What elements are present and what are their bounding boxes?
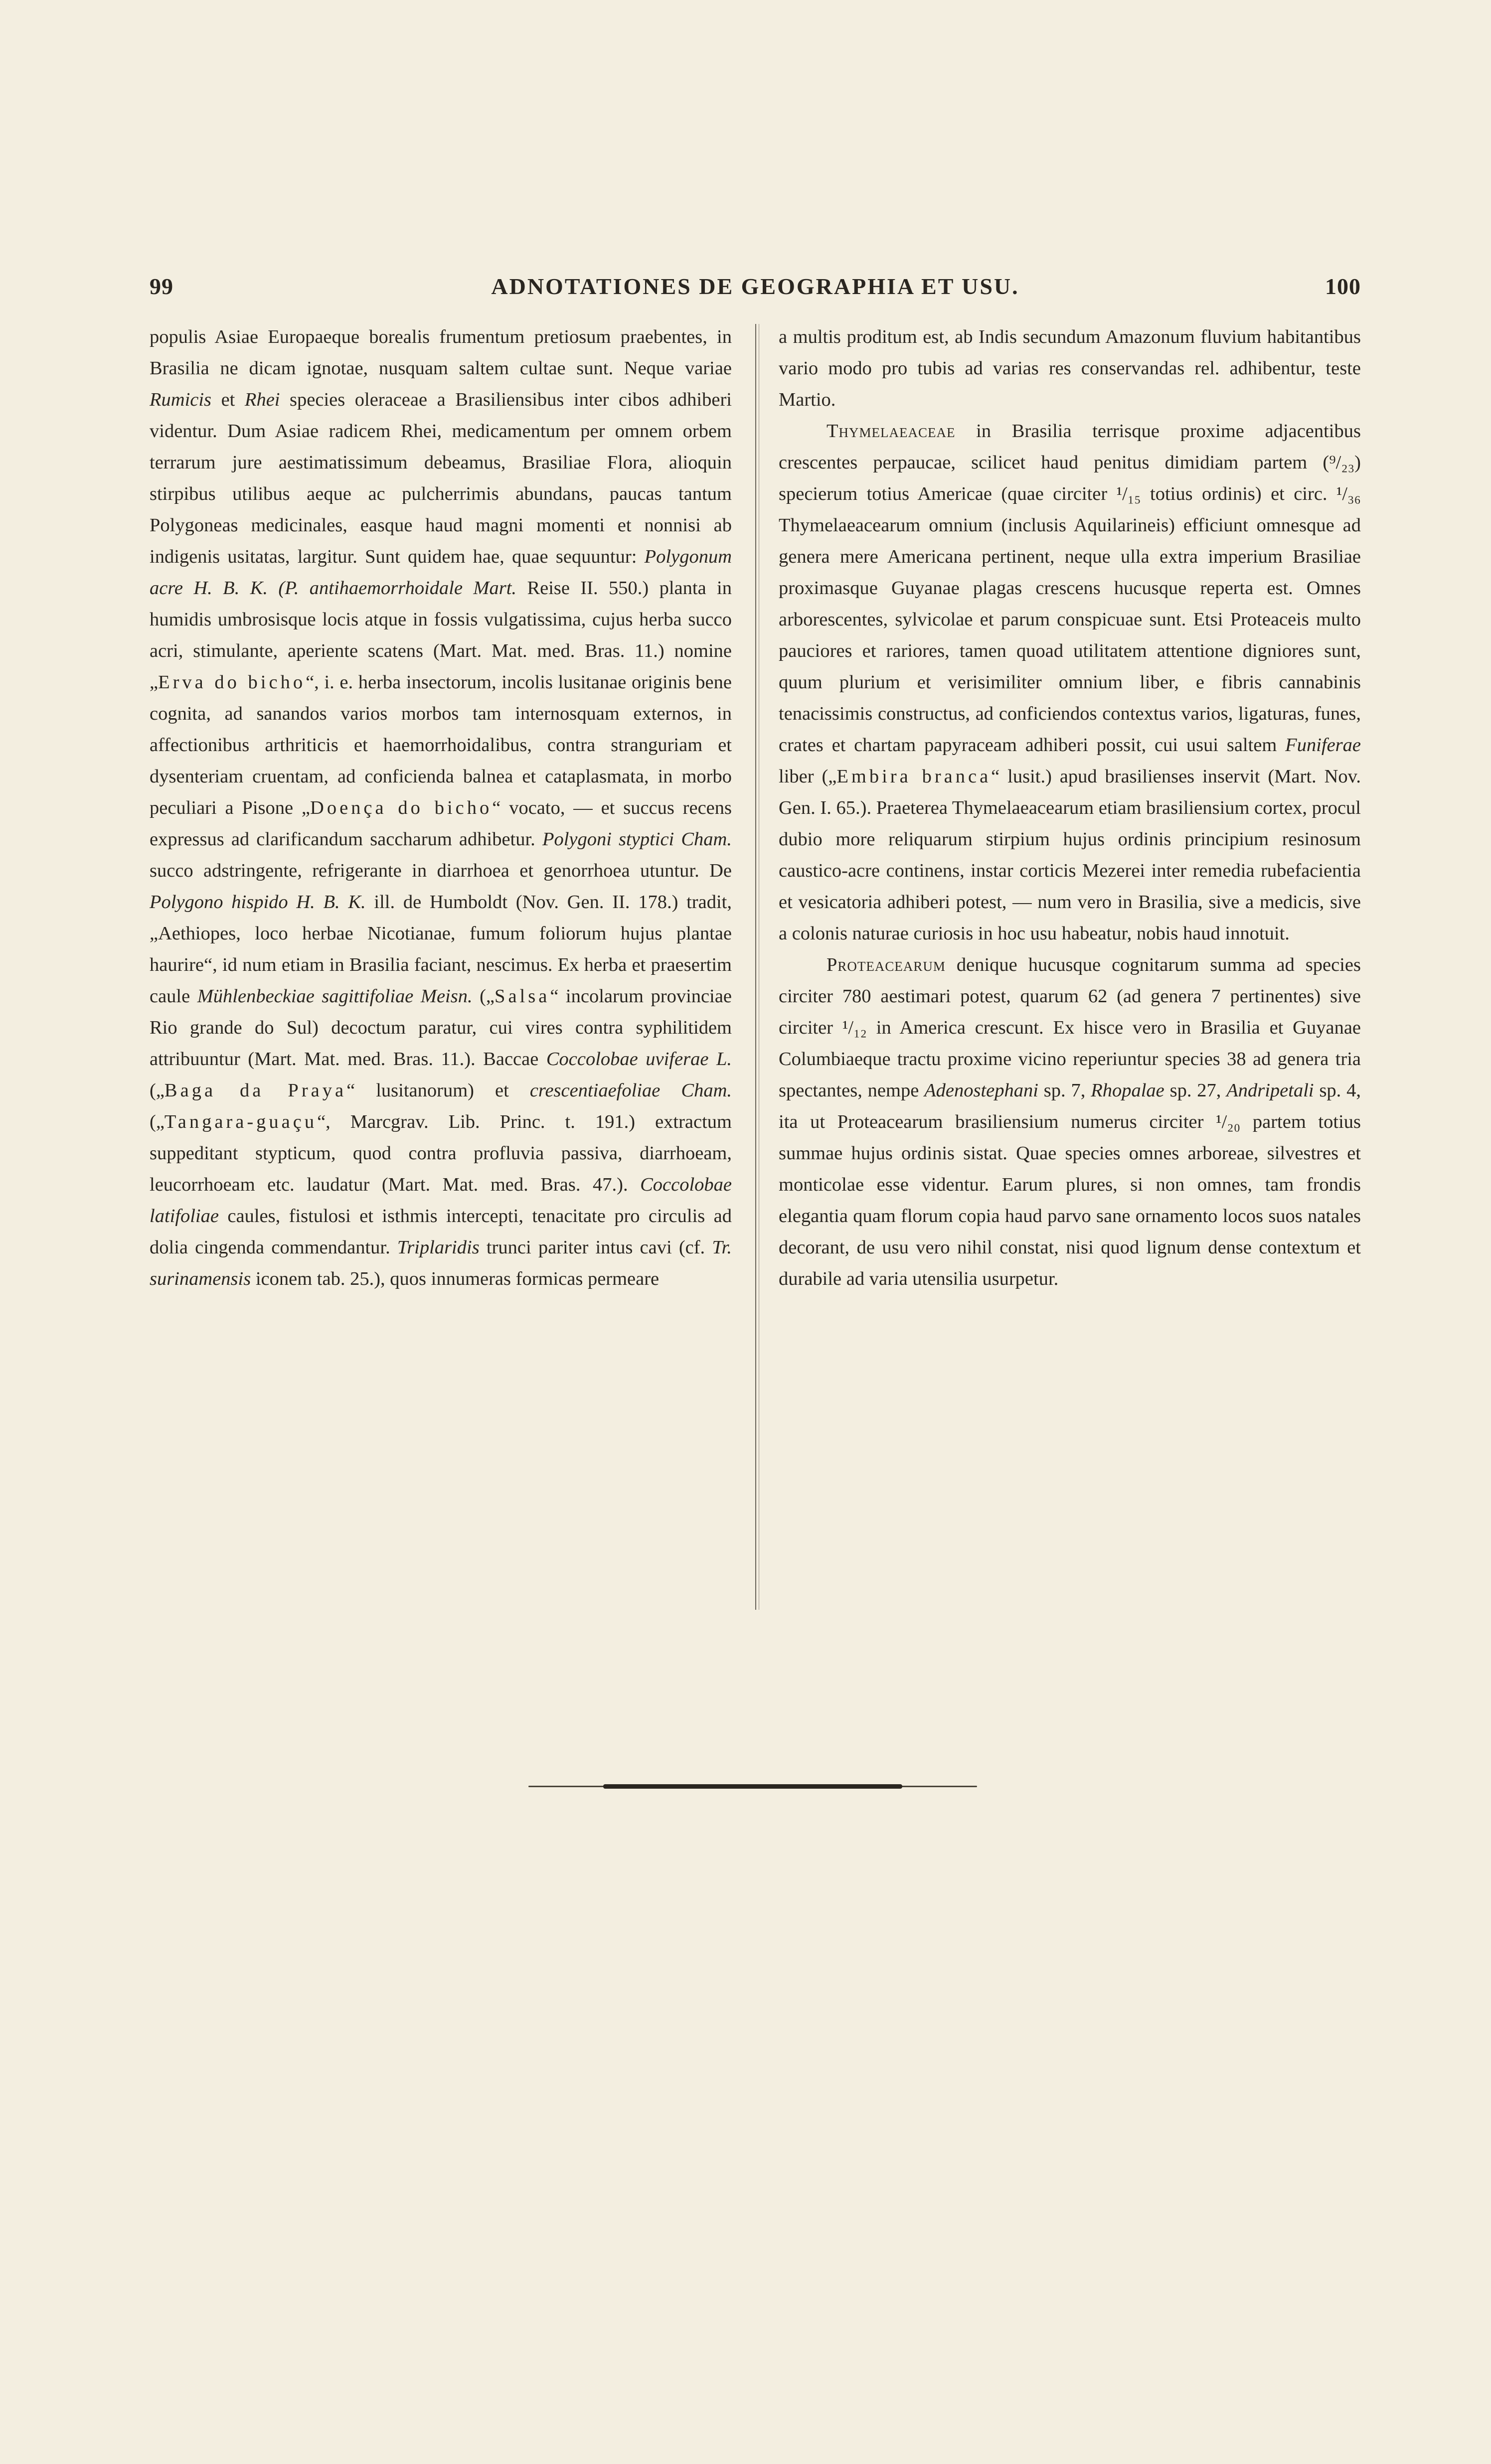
fraction: ¹/₂₀ <box>1216 1111 1241 1132</box>
text-run: succo adstringente, refrigerante in diarrhoea et genorrhoea utuntur. De <box>150 860 732 881</box>
running-header <box>150 273 1361 308</box>
text-run: Reise II. 550.) planta in humidis umbrosisque locis atque in fossis vulgatissima, cujus herba succo acri, stimulante, aperiente scatens (Mart. Mat. med. Bras. 11.) nomine „ <box>150 578 732 693</box>
text-run: iconem tab. 25.), quos innumeras formicas permeare <box>251 1268 660 1289</box>
vernacular-name: Erva do bicho <box>158 672 306 693</box>
text-run: in America crescunt. Ex hisce vero in Brasilia et Guyanae Columbiaeque tractu proxime vicino reperiuntur species 38 ad genera tria spectantes, nempe <box>779 1017 1361 1101</box>
text-run: denique hucusque cognitarum summa ad species circiter 780 aestimari potest, quarum 62 (ad genera 7 pertinentes) sive circiter <box>779 954 1361 1038</box>
family-name: Thymelaeaceae <box>827 421 956 442</box>
fraction: ¹/₁₅ <box>1116 483 1141 504</box>
end-ornament-rule <box>528 1784 977 1789</box>
text-run: “, i. e. herba insectorum, incolis lusitanae originis bene cognita, ad sanandos varios morbos tam internosquam externos, in affectionibus arthriticis et haemorrhoidalibus, contra stranguriam et dysenteriam cruentam, ad conficienda balnea et cataplasmata, in morbo peculiari a Pisone „ <box>150 672 732 818</box>
left-paragraph-1 <box>150 321 732 1295</box>
right-paragraph-3 <box>779 949 1361 1295</box>
taxon-name: Rhopalae <box>1091 1080 1164 1101</box>
taxon-name: Polygonum acre H. B. K. (P. antihaemorrhoidale Mart. <box>150 546 732 599</box>
text-run: “ lusit.) apud brasilienses inservit (Mart. Nov. Gen. I. 65.). Praeterea Thymelaeacearum etiam brasiliensium cortex, procul dubio more reliquarum stirpium hujus ordinis principium resinosum caustico-acre continens, instar corticis Mezerei inter remedia rubefacientia et vesicatoria adhiberi potest, — num vero in Brasilia, sive a medicis, sive a colonis naturae curiosis in hoc usu habeatur, nobis haud innotuit. <box>779 766 1361 944</box>
vernacular-name: Doença do bicho <box>310 797 493 818</box>
text-run: sp. 27, <box>1164 1080 1227 1101</box>
taxon-name: Mühlenbeckiae sagittifoliae Meisn. <box>197 986 473 1007</box>
text-run: et <box>211 389 245 410</box>
text-run: („ <box>472 986 495 1007</box>
family-name: Proteacearum <box>827 954 946 975</box>
vernacular-name: Salsa <box>495 986 550 1007</box>
right-column <box>779 321 1361 1295</box>
taxon-name: Triplaridis <box>397 1237 480 1258</box>
text-run: “, Marcgrav. Lib. Princ. t. 191.) extractum suppeditant stypticum, quod contra profluvia passiva, diarrhoeam, leucorrhoeam etc. laudatur (Mart. Mat. med. Bras. 47.). <box>150 1111 732 1195</box>
taxon-name: Polygono hispido H. B. K. <box>150 892 366 913</box>
text-run: “ incolarum provinciae Rio grande do Sul) decoctum paratur, cui vires contra syphilitidem attribuuntur (Mart. Mat. med. Bras. 11.). Baccae <box>150 986 732 1070</box>
text-run: in Brasilia terrisque proxime adjacentibus crescentes perpaucae, scilicet haud penitus dimidiam partem ( <box>779 421 1361 473</box>
text-run: („ <box>150 1111 165 1132</box>
taxon-name: Rhei <box>244 389 280 410</box>
right-paragraph-2 <box>779 416 1361 949</box>
vernacular-name: Tangara-guaçu <box>164 1111 318 1132</box>
running-title: ADNOTATIONES DE GEOGRAPHIA ET USU. <box>491 274 1019 299</box>
left-column <box>150 321 732 1295</box>
taxon-name: Coccolobae uviferae L. <box>546 1049 732 1070</box>
page-number-left: 99 <box>150 274 173 299</box>
taxon-name: Funiferae <box>1285 735 1361 756</box>
text-run: Thymelaeacearum omnium (inclusis Aquilarineis) efficiunt omnesque ad genera mere Americana pertinent, neque ulla extra imperium Brasiliae proximasque Guyanae plagas crescens hucusque reperta est. Omnes arborescentes, sylvicolae et parum conspicuae sunt. Etsi Proteaceis multo pauciores et rariores, tamen quoad utilitatem attentione digniores sunt, quum plurium et verisimiliter omnium liber, e fibris cannabinis tenacissimis constructus, ad conficiendos contextus varios, ligaturas, funes, crates et chartam papyraceam adhiberi possit, cui usui saltem <box>779 515 1361 756</box>
text-run: “ lusitanorum) et <box>346 1080 530 1101</box>
fraction: ⁹/₂₃ <box>1329 452 1355 473</box>
taxon-name: Tr. surinamensis <box>150 1237 732 1289</box>
text-run: ) specierum totius Americae (quae circiter <box>779 452 1361 504</box>
vernacular-name: Embira branca <box>836 766 992 787</box>
text-run: species oleraceae a Brasiliensibus inter cibos adhiberi videntur. Dum Asiae radicem Rhei, medicamentum per omnem orbem terrarum jure aestimatissimum debeamus, Brasiliae Flora, alioquin stirpibus utilibus aeque ac pulcherrimis abundans, paucas tantum Polygoneas medicinales, easque haud magni momenti et nonnisi ab indigenis usitatas, largitur. Sunt quidem hae, quae sequuntur: <box>150 389 732 567</box>
text-run: ill. de Humboldt (Nov. Gen. II. 178.) tradit, „Aethiopes, loco herbae Nicotianae, fumum foliorum hujus plantae haurire“, id num etiam in Brasilia faciant, nescimus. Ex herba et praesertim caule <box>150 892 732 1007</box>
vernacular-name: Baga da Praya <box>164 1080 347 1101</box>
taxon-name: Polygoni styptici Cham. <box>542 829 732 850</box>
text-run: („ <box>150 1080 165 1101</box>
text-run: trunci pariter intus cavi (cf. <box>479 1237 712 1258</box>
fraction: ¹/₃₆ <box>1336 483 1361 504</box>
text-run: sp. 7, <box>1038 1080 1091 1101</box>
taxon-name: Coccolobae latifoliae <box>150 1174 732 1227</box>
taxon-name: crescentiaefoliae Cham. <box>529 1080 732 1101</box>
text-run: populis Asiae Europaeque borealis frumentum pretiosum praebentes, in Brasilia ne dicam ignotae, nusquam saltem cultae sunt. Neque variae <box>150 326 732 379</box>
text-run: partem totius summae hujus ordinis sistat. Quae species omnes arboreae, silvestres et monticolae esse videntur. Earum plures, si non omnes, tam frondis elegantia quam florum copia haud parvo sane ornamento locos suos natales decorant, de usu vero nihil constat, nisi quod lignum dense contextum et durabile ad varia utensilia usurpetur. <box>779 1111 1361 1289</box>
text-run: totius ordinis) et circ. <box>1141 483 1336 504</box>
taxon-name: Adenostephani <box>924 1080 1038 1101</box>
taxon-name: Andripetali <box>1226 1080 1314 1101</box>
text-run: caules, fistulosi et isthmis intercepti, tenacitate pro circulis ad dolia cingenda commendantur. <box>150 1206 732 1258</box>
text-run: sp. 4, ita ut Proteacearum brasiliensium numerus circiter <box>779 1080 1361 1132</box>
column-divider <box>755 324 759 1610</box>
fraction: ¹/₁₂ <box>842 1017 867 1038</box>
text-run: liber („ <box>779 766 837 787</box>
text-run: “ vocato, — et succus recens expressus ad clarificandum saccharum adhibetur. <box>150 797 732 850</box>
taxon-name: Rumicis <box>150 389 212 410</box>
right-paragraph-1: a multis proditum est, ab Indis secundum Amazonum fluvium habitantibus vario modo pro tubis ad varias res conservandas rel. adhibentur, teste Martio. <box>779 326 1361 410</box>
page-number-right: 100 <box>1325 274 1361 299</box>
